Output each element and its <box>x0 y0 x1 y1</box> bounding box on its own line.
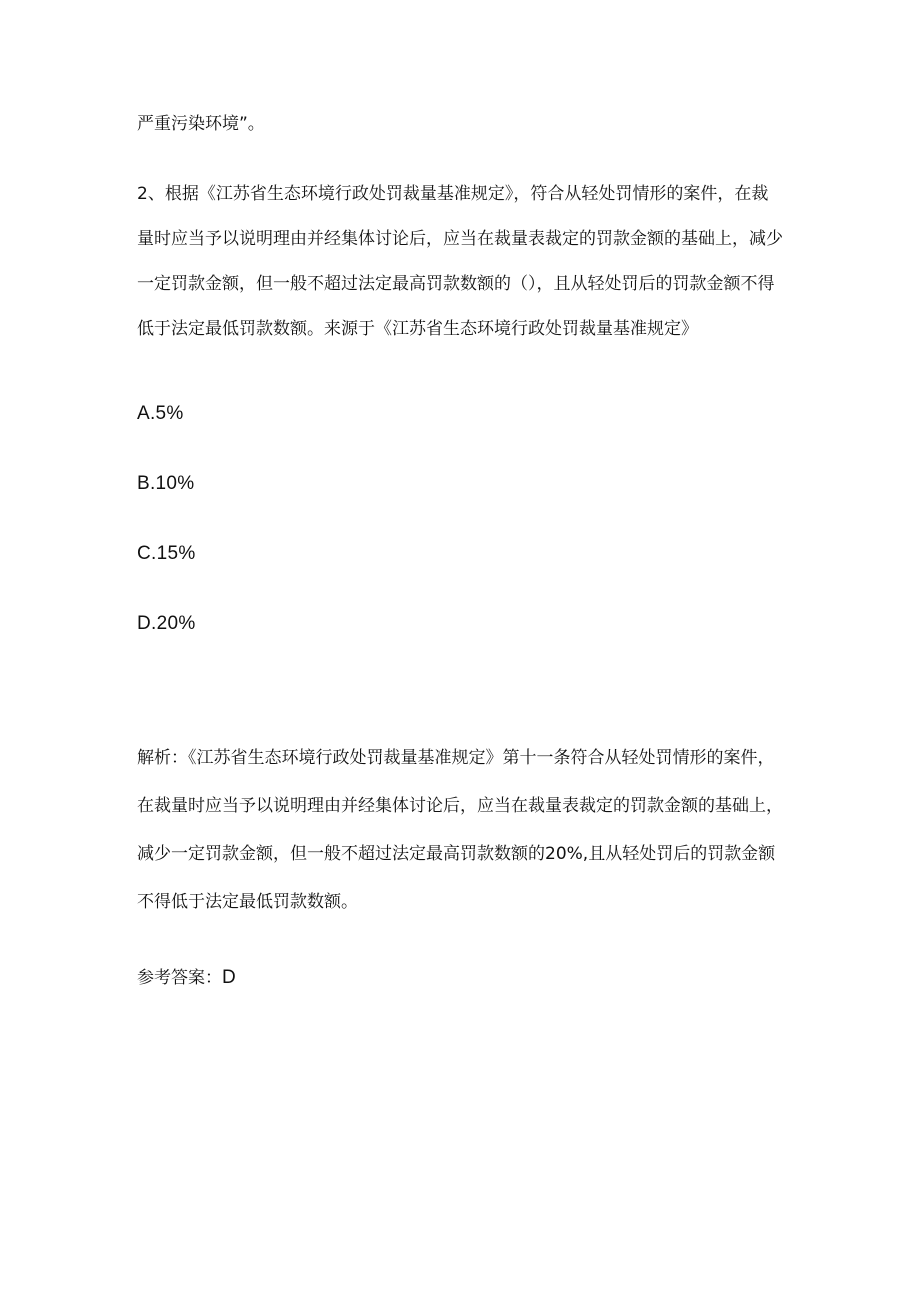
answer-value: D <box>222 967 236 988</box>
option-d: D.20% <box>137 613 196 634</box>
option-a: A.5% <box>137 403 184 424</box>
answer-label: 参考答案： <box>137 968 222 988</box>
analysis-line-3: 减少一定罚款金额，但一般不超过法定最高罚款数额的20%,且从轻处罚后的罚款金额 <box>137 844 776 864</box>
previous-question-tail: 严重污染环境”。 <box>137 114 265 134</box>
analysis-line-4: 不得低于法定最低罚款数额。 <box>137 892 358 912</box>
option-b: B.10% <box>137 473 195 494</box>
analysis-line-2: 在裁量时应当予以说明理由并经集体讨论后，应当在裁量表裁定的罚款金额的基础上， <box>137 796 783 816</box>
question-line-3: 一定罚款金额，但一般不超过法定最高罚款数额的（），且从轻处罚后的罚款金额不得 <box>137 274 775 294</box>
question-line-4: 低于法定最低罚款数额。来源于《江苏省生态环境行政处罚裁量基准规定》 <box>137 319 698 339</box>
option-c: C.15% <box>137 543 196 564</box>
analysis-line-1: 解析：《江苏省生态环境行政处罚裁量基准规定》第十一条符合从轻处罚情形的案件， <box>137 748 775 768</box>
question-line-2: 量时应当予以说明理由并经集体讨论后，应当在裁量表裁定的罚款金额的基础上，减少 <box>137 229 783 249</box>
question-line-1: 2、根据《江苏省生态环境行政处罚裁量基准规定》，符合从轻处罚情形的案件，在裁 <box>137 184 769 204</box>
answer-row <box>137 967 236 989</box>
